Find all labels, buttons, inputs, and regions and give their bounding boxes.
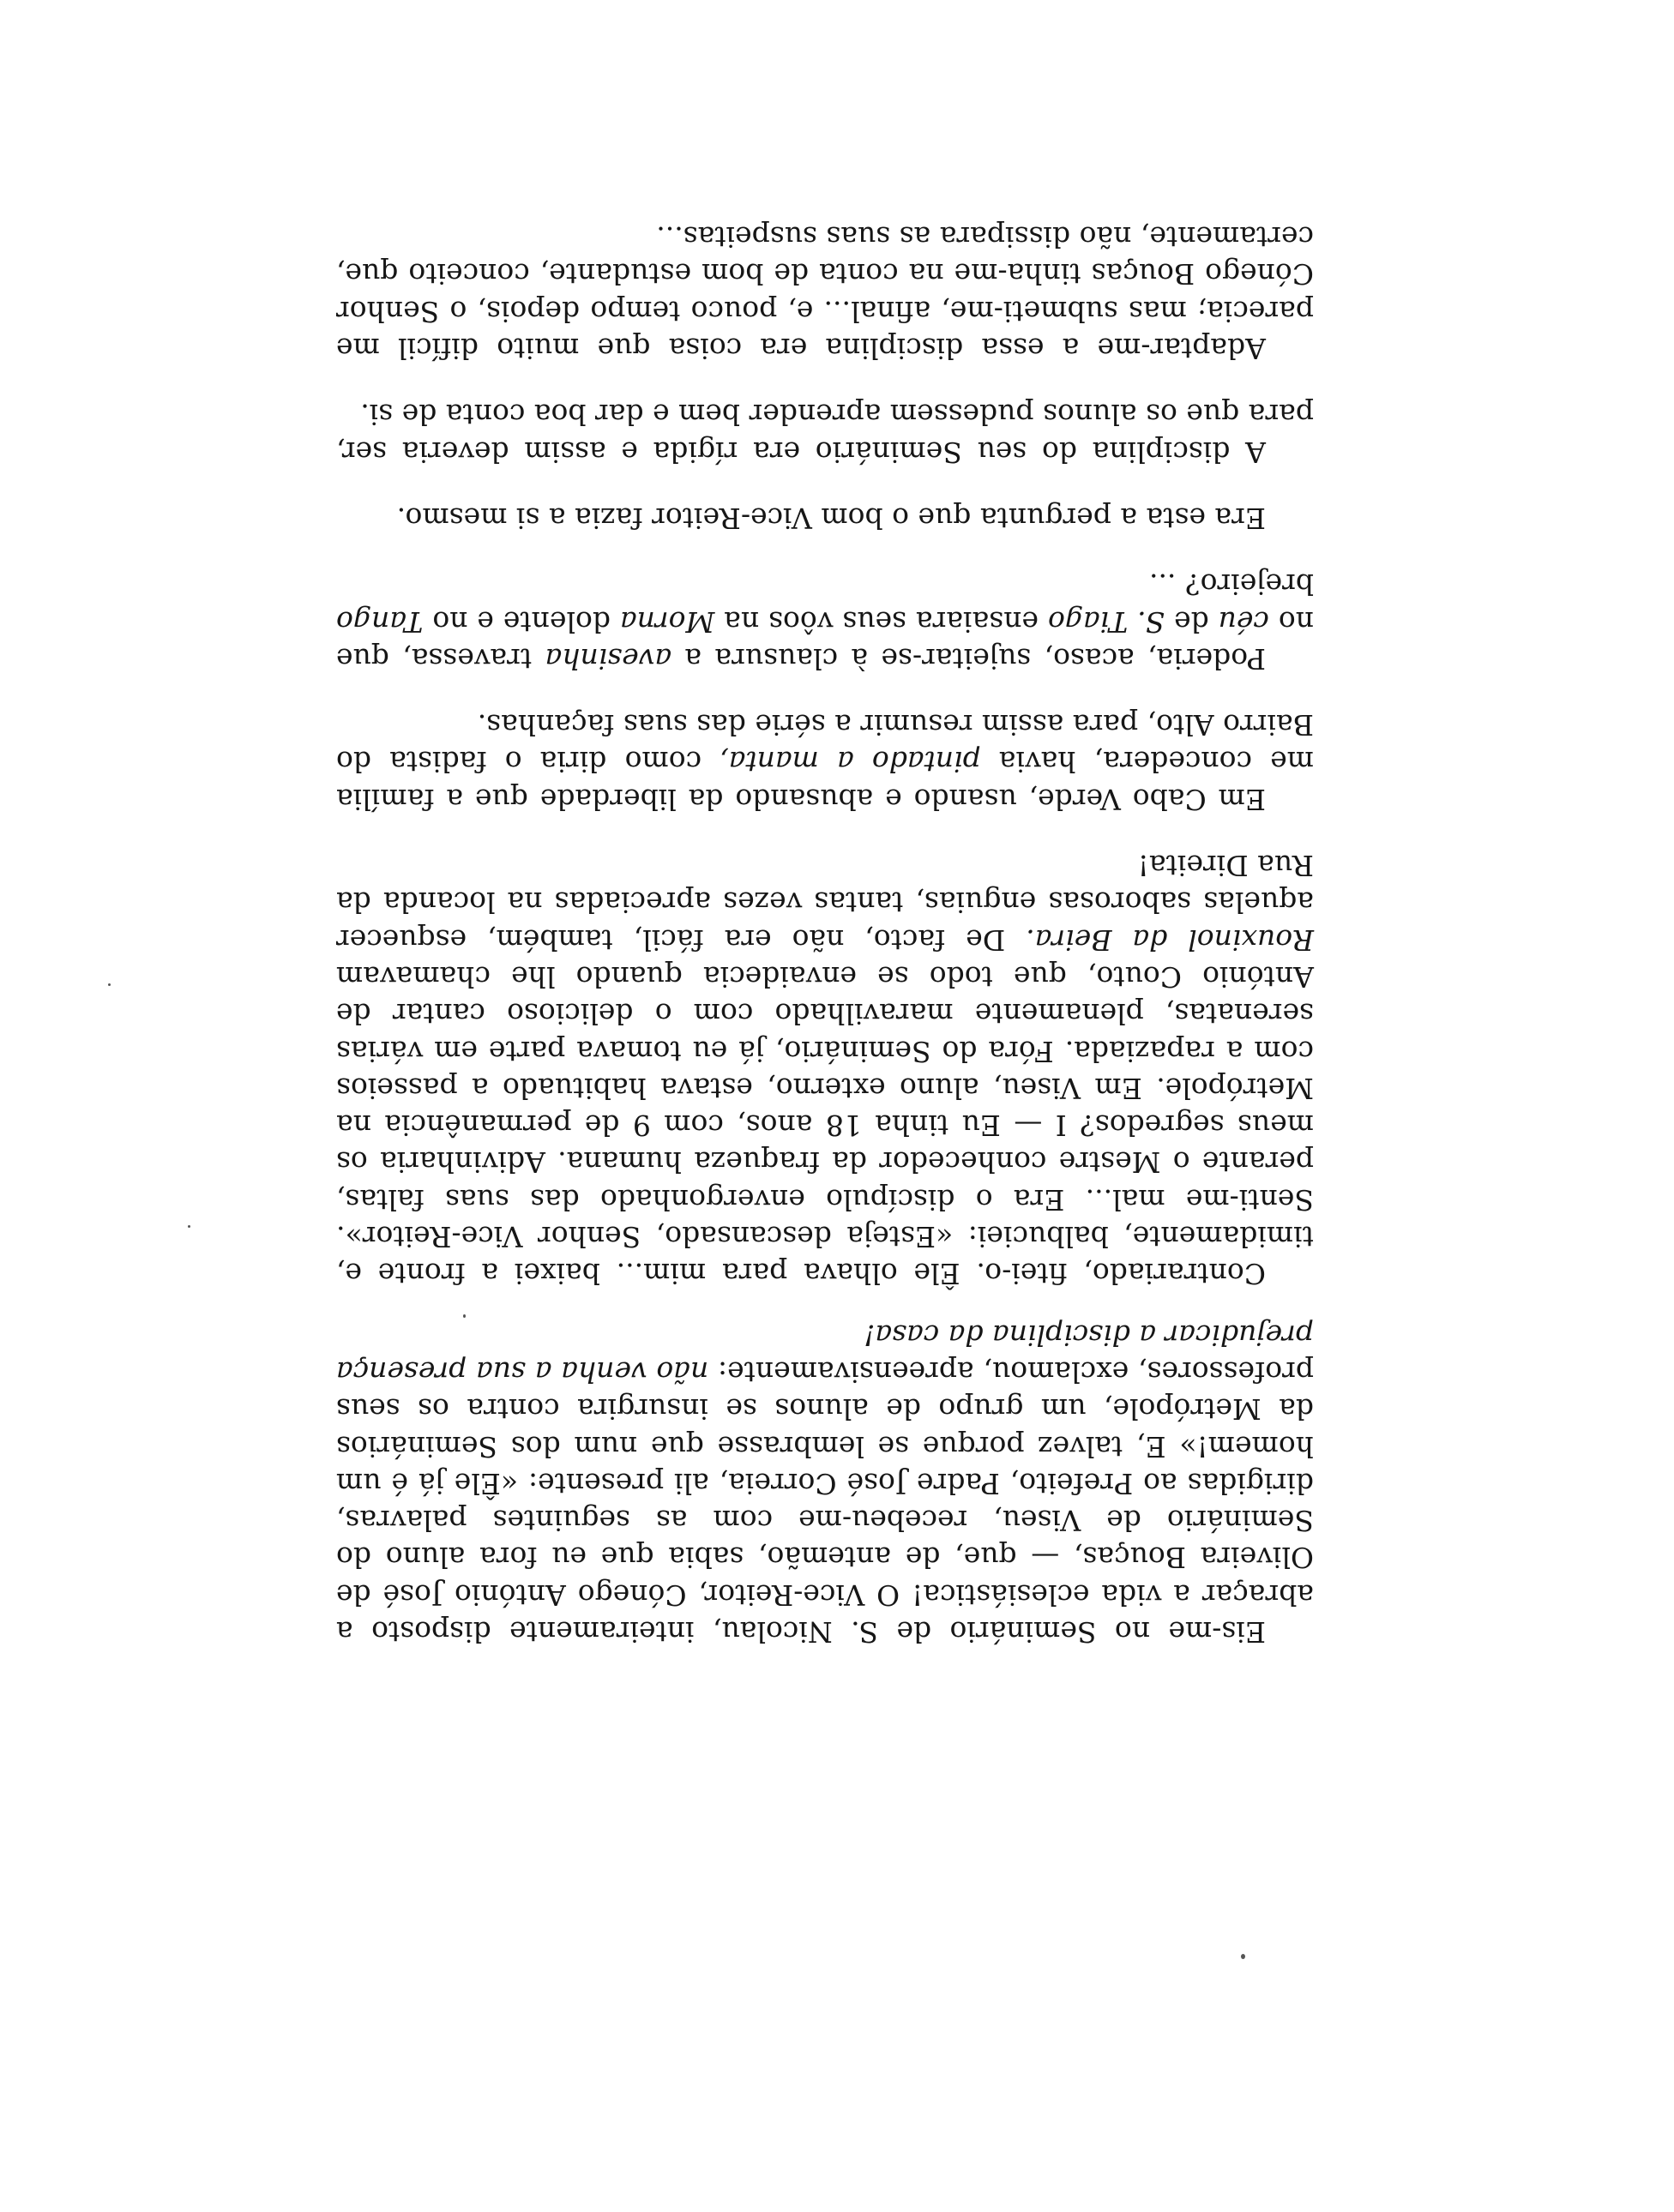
italic-text: não venha a sua presença prejudicar a disciplina da casa! [336, 1318, 1314, 1389]
italic-text: S. Tiago [1048, 604, 1165, 639]
text-segment: Adaptar-me a essa disciplina era coisa que muito difícil me parecia; mas submeti-me, afinal... e, pouco tempo depois, o Senhor Cónego Bouças tinha-me na conta de bom estudante, conceito que, certamente, não dissipara as suas suspeitas... [336, 220, 1314, 366]
paragraph [336, 1316, 1314, 1650]
text-segment: De facto, não era fácil, também, esquecer aquelas saborosas enguias, tantas vezes apreciadas na locanda da Rua Direita! [335, 849, 1314, 957]
text-segment: A disciplina do seu Seminário era rígida e assim deveria ser, para que os alunos pudessem aprender bem e dar boa conta de si. [336, 398, 1314, 469]
text-segment: como diria o fadista do Bairro Alto, para assim resumir a série das suas façanhas. [335, 708, 1314, 779]
italic-text: Rouxinol da Beira. [1026, 923, 1314, 957]
paragraph [336, 847, 1314, 1293]
paragraph [336, 500, 1314, 537]
italic-text: Morna [619, 604, 715, 639]
text-segment: Poderia, acaso, sujeitar-se à clausura a [671, 641, 1266, 676]
italic-text: Tango [336, 604, 424, 639]
ink-speck [188, 1225, 190, 1228]
ink-speck [1241, 1954, 1245, 1959]
ink-speck [463, 1314, 466, 1318]
text-segment: de [1165, 604, 1219, 639]
paragraph [336, 706, 1314, 818]
italic-text: céu [1218, 604, 1269, 639]
text-segment: Eis-me no Seminário de S. Nicolau, inteiramente disposto a abraçar a vida eclesiástica! O Vice-Reitor, Cónego António José de Oliveira Bouças, — que, de antemão, sabia que eu fora aluno do Seminário de Viseu, recebeu-me com as seguintes palavras, dirigidas ao Prefeito, Padre José Correia, ali presente: «Êle já é um homem!» E, talvez porque se lembrasse que num dos Seminários da Metrópole, um grupo de alunos se insurgira contra os seus professores, exclamou, apreensivamente: [336, 1355, 1314, 1649]
italic-text: pintado a manta, [720, 745, 981, 779]
paragraph [336, 219, 1314, 367]
body-text [336, 189, 1314, 1650]
ink-speck [108, 983, 111, 986]
italic-text: avesinha [545, 641, 672, 676]
text-segment: ensaiara seus vôos na [714, 604, 1048, 639]
text-segment: Contrariado, fitei-o. Êle olhava para mim... baixei a fronte e, timidamente, balbuciei: «Esteja descansado, Senhor Vice-Reitor». Senti-me mal... Era o discípulo envergonhado das suas faltas, perante o Mestre conhecedor da fraqueza humana. Adivinharia os meus segredos? I — Eu tinha 18 anos, com 9 de permanência na Metrópole. Em Viseu, aluno externo, estava habituado a passeios com a rapaziada. Fóra do Seminário, já eu tomava parte em várias serenatas, plenamente maravilhado com o delicioso cantar de António Couto, que todo se envaidecia quando lhe chamavam [336, 959, 1314, 1291]
text-segment: brejeiro? ... [1148, 568, 1314, 602]
text-segment: travessa, que no [336, 604, 1314, 676]
text-segment: dolente e no [423, 604, 620, 639]
paragraph [336, 566, 1314, 677]
text-segment: Era esta a pergunta que o bom Vice-Reitor fazia a si mesmo. [396, 501, 1266, 535]
text-segment: Em Cabo Verde, usando e abusando da liberdade que a família me concedera, havia [336, 745, 1314, 816]
paragraph [336, 396, 1314, 471]
